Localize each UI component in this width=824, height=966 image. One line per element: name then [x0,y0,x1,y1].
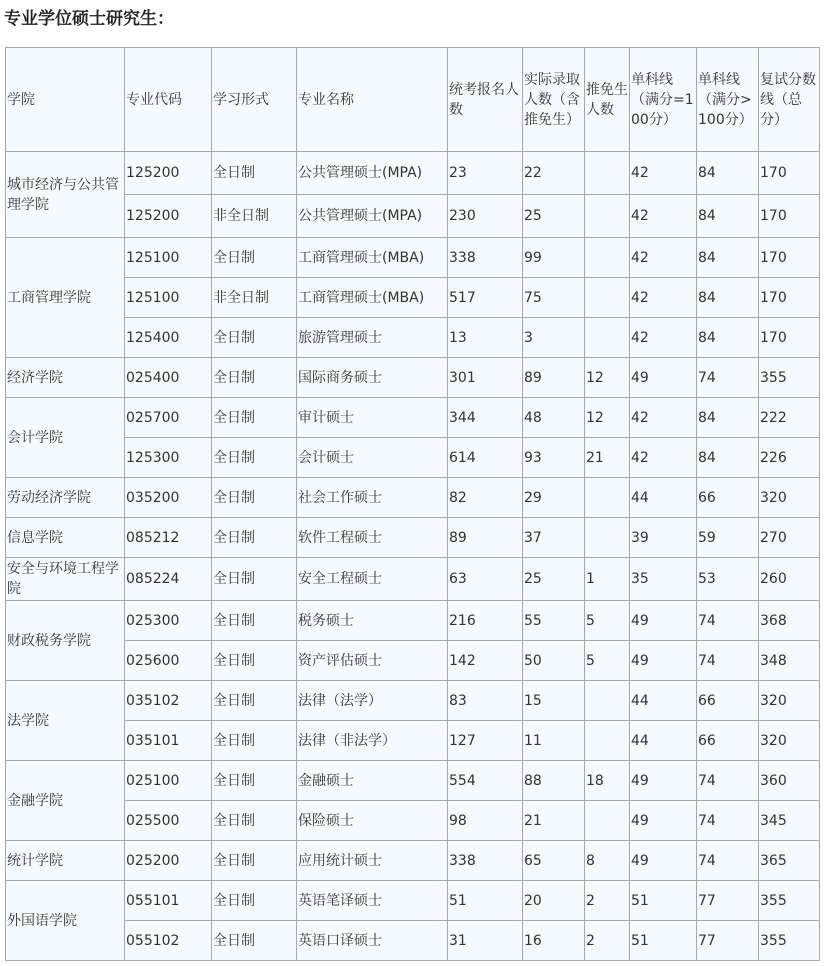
college-cell: 劳动经济学院 [6,478,125,518]
header-major-name: 专业名称 [297,48,448,152]
major-name-cell: 英语笔译硕士 [297,881,448,921]
major-code-cell: 125300 [125,438,212,478]
line-over-100-cell: 84 [697,278,759,318]
total-line-cell: 348 [759,641,820,681]
applicants-cell: 82 [448,478,523,518]
admitted-cell: 88 [523,761,585,801]
study-mode-cell: 全日制 [212,601,297,641]
total-line-cell: 355 [759,881,820,921]
applicants-cell: 230 [448,195,523,238]
major-name-cell: 金融硕士 [297,761,448,801]
header-college: 学院 [6,48,125,152]
exempt-cell [585,278,630,318]
applicants-cell: 338 [448,841,523,881]
line-100-cell: 44 [630,681,697,721]
applicants-cell: 216 [448,601,523,641]
exempt-cell: 12 [585,398,630,438]
total-line-cell: 170 [759,318,820,358]
applicants-cell: 31 [448,921,523,961]
exempt-cell: 1 [585,558,630,601]
major-name-cell: 安全工程硕士 [297,558,448,601]
admitted-cell: 48 [523,398,585,438]
study-mode-cell: 非全日制 [212,278,297,318]
line-100-cell: 49 [630,761,697,801]
line-over-100-cell: 77 [697,881,759,921]
admitted-cell: 65 [523,841,585,881]
admitted-cell: 11 [523,721,585,761]
table-row [6,801,820,841]
table-row [6,518,820,558]
study-mode-cell: 全日制 [212,358,297,398]
study-mode-cell: 全日制 [212,721,297,761]
line-100-cell: 35 [630,558,697,601]
exempt-cell [585,721,630,761]
line-over-100-cell: 74 [697,841,759,881]
study-mode-cell: 全日制 [212,398,297,438]
table-row [6,921,820,961]
major-code-cell: 035200 [125,478,212,518]
applicants-cell: 63 [448,558,523,601]
major-code-cell: 125100 [125,278,212,318]
line-over-100-cell: 84 [697,398,759,438]
applicants-cell: 142 [448,641,523,681]
college-cell: 金融学院 [6,761,125,841]
major-name-cell: 国际商务硕士 [297,358,448,398]
admitted-cell: 20 [523,881,585,921]
line-100-cell: 44 [630,721,697,761]
exempt-cell: 2 [585,881,630,921]
line-100-cell: 49 [630,841,697,881]
study-mode-cell: 全日制 [212,881,297,921]
study-mode-cell: 全日制 [212,438,297,478]
applicants-cell: 13 [448,318,523,358]
line-100-cell: 39 [630,518,697,558]
table-row [6,761,820,801]
study-mode-cell: 全日制 [212,558,297,601]
major-name-cell: 应用统计硕士 [297,841,448,881]
admitted-cell: 22 [523,152,585,195]
line-100-cell: 49 [630,358,697,398]
admitted-cell: 93 [523,438,585,478]
major-code-cell: 085224 [125,558,212,601]
applicants-cell: 23 [448,152,523,195]
line-100-cell: 49 [630,641,697,681]
line-over-100-cell: 84 [697,318,759,358]
major-name-cell: 工商管理硕士(MBA) [297,278,448,318]
line-100-cell: 51 [630,921,697,961]
college-cell: 外国语学院 [6,881,125,961]
study-mode-cell: 全日制 [212,641,297,681]
line-over-100-cell: 53 [697,558,759,601]
exempt-cell: 8 [585,841,630,881]
header-line-over-100: 单科线（满分>100分） [697,48,759,152]
table-row [6,195,820,238]
total-line-cell: 170 [759,278,820,318]
major-name-cell: 保险硕士 [297,801,448,841]
exempt-cell: 18 [585,761,630,801]
total-line-cell: 365 [759,841,820,881]
study-mode-cell: 全日制 [212,518,297,558]
college-cell: 法学院 [6,681,125,761]
total-line-cell: 170 [759,152,820,195]
line-100-cell: 42 [630,152,697,195]
exempt-cell [585,195,630,238]
college-cell: 工商管理学院 [6,238,125,358]
line-over-100-cell: 66 [697,721,759,761]
admitted-cell: 16 [523,921,585,961]
major-code-cell: 025600 [125,641,212,681]
line-100-cell: 49 [630,601,697,641]
table-row [6,601,820,641]
page-title: 专业学位硕士研究生： [4,9,174,29]
exempt-cell: 12 [585,358,630,398]
table-row [6,881,820,921]
major-code-cell: 025500 [125,801,212,841]
major-code-cell: 125100 [125,238,212,278]
table-row [6,152,820,195]
exempt-cell [585,681,630,721]
table-row [6,478,820,518]
table-row [6,841,820,881]
line-100-cell: 49 [630,801,697,841]
study-mode-cell: 全日制 [212,921,297,961]
total-line-cell: 320 [759,681,820,721]
admitted-cell: 75 [523,278,585,318]
line-100-cell: 42 [630,318,697,358]
table-row [6,278,820,318]
total-line-cell: 368 [759,601,820,641]
line-over-100-cell: 74 [697,801,759,841]
line-over-100-cell: 66 [697,681,759,721]
major-name-cell: 工商管理硕士(MBA) [297,238,448,278]
line-over-100-cell: 77 [697,921,759,961]
major-name-cell: 资产评估硕士 [297,641,448,681]
admitted-cell: 99 [523,238,585,278]
line-over-100-cell: 84 [697,195,759,238]
header-study-mode: 学习形式 [212,48,297,152]
major-name-cell: 税务硕士 [297,601,448,641]
exempt-cell [585,801,630,841]
total-line-cell: 170 [759,195,820,238]
applicants-cell: 614 [448,438,523,478]
line-100-cell: 42 [630,278,697,318]
table-row [6,721,820,761]
applicants-cell: 338 [448,238,523,278]
applicants-cell: 83 [448,681,523,721]
admitted-cell: 29 [523,478,585,518]
study-mode-cell: 非全日制 [212,195,297,238]
line-over-100-cell: 84 [697,238,759,278]
admitted-cell: 25 [523,558,585,601]
line-over-100-cell: 74 [697,761,759,801]
admitted-cell: 37 [523,518,585,558]
total-line-cell: 345 [759,801,820,841]
admitted-cell: 50 [523,641,585,681]
major-name-cell: 法律（法学） [297,681,448,721]
exempt-cell [585,518,630,558]
table-row [6,398,820,438]
total-line-cell: 355 [759,358,820,398]
applicants-cell: 98 [448,801,523,841]
major-code-cell: 025700 [125,398,212,438]
major-name-cell: 审计硕士 [297,398,448,438]
major-code-cell: 035101 [125,721,212,761]
major-code-cell: 125200 [125,152,212,195]
major-name-cell: 软件工程硕士 [297,518,448,558]
header-exempt: 推免生人数 [585,48,630,152]
line-over-100-cell: 74 [697,358,759,398]
total-line-cell: 355 [759,921,820,961]
header-admitted: 实际录取人数（含推免生） [523,48,585,152]
major-name-cell: 会计硕士 [297,438,448,478]
table-row [6,641,820,681]
major-name-cell: 公共管理硕士(MPA) [297,152,448,195]
total-line-cell: 170 [759,238,820,278]
header-total-line: 复试分数线（总分） [759,48,820,152]
total-line-cell: 226 [759,438,820,478]
line-100-cell: 42 [630,438,697,478]
major-code-cell: 035102 [125,681,212,721]
major-code-cell: 085212 [125,518,212,558]
total-line-cell: 260 [759,558,820,601]
total-line-cell: 360 [759,761,820,801]
major-name-cell: 公共管理硕士(MPA) [297,195,448,238]
admitted-cell: 89 [523,358,585,398]
table-row [6,438,820,478]
major-code-cell: 125400 [125,318,212,358]
applicants-cell: 301 [448,358,523,398]
applicants-cell: 517 [448,278,523,318]
major-name-cell: 法律（非法学） [297,721,448,761]
exempt-cell: 21 [585,438,630,478]
header-major-code: 专业代码 [125,48,212,152]
exempt-cell: 5 [585,601,630,641]
major-name-cell: 社会工作硕士 [297,478,448,518]
study-mode-cell: 全日制 [212,841,297,881]
study-mode-cell: 全日制 [212,761,297,801]
applicants-cell: 89 [448,518,523,558]
exempt-cell [585,318,630,358]
college-cell: 会计学院 [6,398,125,478]
exempt-cell [585,238,630,278]
major-code-cell: 025400 [125,358,212,398]
line-over-100-cell: 74 [697,601,759,641]
table-row [6,238,820,278]
line-over-100-cell: 66 [697,478,759,518]
admitted-cell: 25 [523,195,585,238]
line-100-cell: 42 [630,238,697,278]
table-row [6,318,820,358]
exempt-cell [585,152,630,195]
major-code-cell: 025300 [125,601,212,641]
line-over-100-cell: 84 [697,152,759,195]
major-code-cell: 025100 [125,761,212,801]
college-cell: 安全与环境工程学院 [6,558,125,601]
total-line-cell: 270 [759,518,820,558]
applicants-cell: 554 [448,761,523,801]
line-over-100-cell: 74 [697,641,759,681]
admitted-cell: 3 [523,318,585,358]
study-mode-cell: 全日制 [212,238,297,278]
study-mode-cell: 全日制 [212,478,297,518]
college-cell: 信息学院 [6,518,125,558]
header-applicants: 统考报名人数 [448,48,523,152]
college-cell: 经济学院 [6,358,125,398]
table-header-row [6,48,820,152]
line-100-cell: 42 [630,398,697,438]
college-cell: 统计学院 [6,841,125,881]
admission-score-table [5,47,820,961]
table-row [6,681,820,721]
major-code-cell: 125200 [125,195,212,238]
admitted-cell: 15 [523,681,585,721]
major-code-cell: 025200 [125,841,212,881]
college-cell: 城市经济与公共管理学院 [6,152,125,238]
line-over-100-cell: 84 [697,438,759,478]
line-100-cell: 42 [630,195,697,238]
total-line-cell: 222 [759,398,820,438]
applicants-cell: 127 [448,721,523,761]
study-mode-cell: 全日制 [212,152,297,195]
total-line-cell: 320 [759,721,820,761]
admitted-cell: 21 [523,801,585,841]
exempt-cell [585,478,630,518]
total-line-cell: 320 [759,478,820,518]
line-over-100-cell: 59 [697,518,759,558]
table-row [6,558,820,601]
line-100-cell: 44 [630,478,697,518]
applicants-cell: 344 [448,398,523,438]
college-cell: 财政税务学院 [6,601,125,681]
exempt-cell: 2 [585,921,630,961]
major-code-cell: 055102 [125,921,212,961]
admitted-cell: 55 [523,601,585,641]
table-row [6,358,820,398]
exempt-cell: 5 [585,641,630,681]
header-line-100: 单科线（满分=100分） [630,48,697,152]
applicants-cell: 51 [448,881,523,921]
study-mode-cell: 全日制 [212,801,297,841]
study-mode-cell: 全日制 [212,681,297,721]
major-name-cell: 旅游管理硕士 [297,318,448,358]
major-code-cell: 055101 [125,881,212,921]
line-100-cell: 51 [630,881,697,921]
major-name-cell: 英语口译硕士 [297,921,448,961]
study-mode-cell: 全日制 [212,318,297,358]
